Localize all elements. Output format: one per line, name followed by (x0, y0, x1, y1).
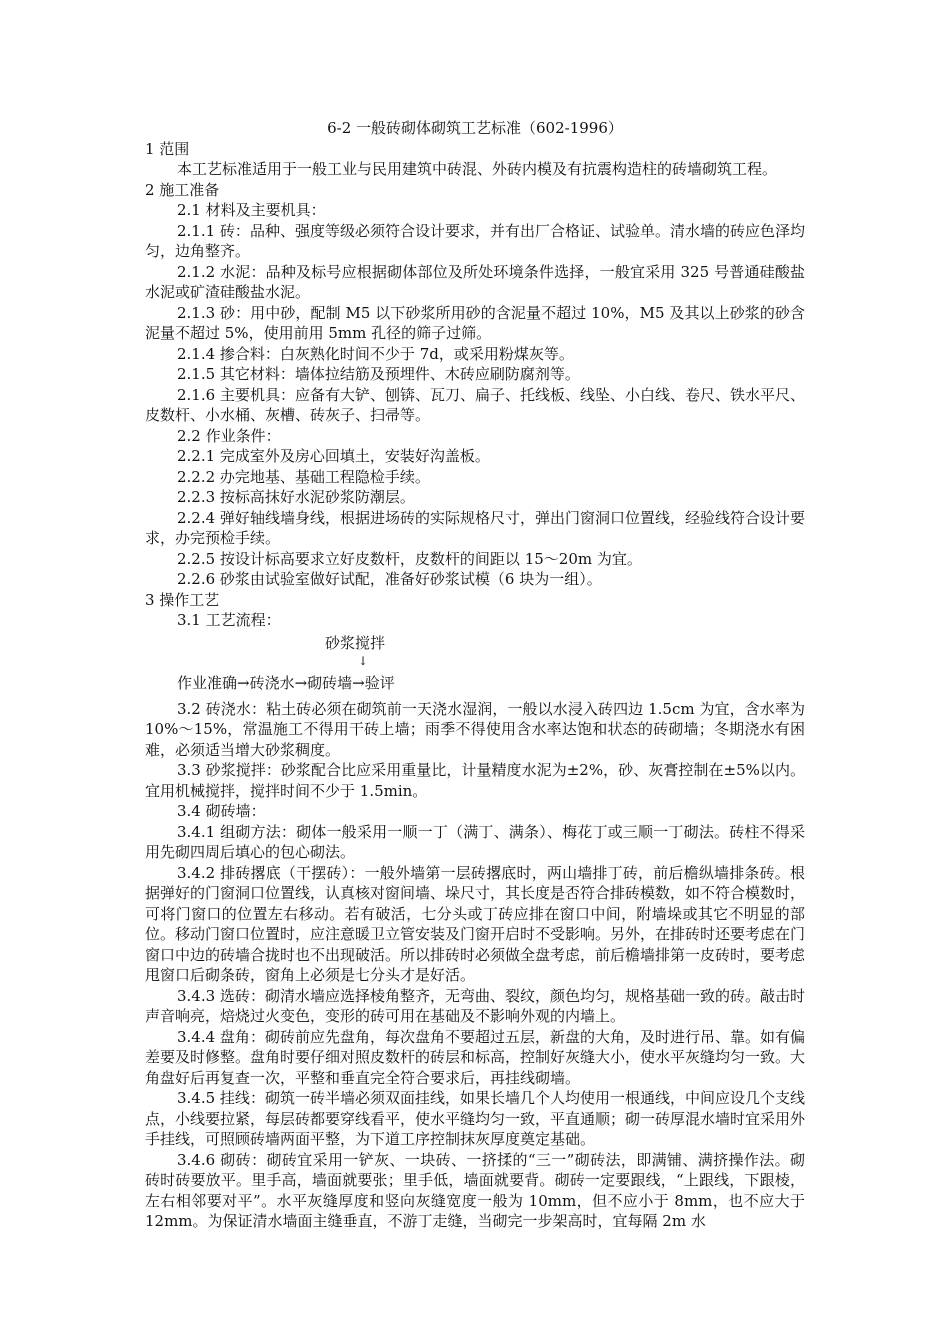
process-flow (145, 631, 805, 695)
paragraph: 2.1.4 掺合料：白灰熟化时间不少于 7d，或采用粉煤灰等。 (177, 344, 574, 363)
paragraph: 3.4.1 组砌方法：砌体一般采用一顺一丁（满丁、满条）、梅花丁或三顺一丁砌法。砖柱不得采用先砌四周后填心的包心砌法。 (145, 822, 805, 861)
paragraph: 2.2.1 完成室外及房心回填土，安装好沟盖板。 (177, 447, 490, 465)
paragraph: 2.1.3 砂：用中砂，配制 M5 以下砂浆所用砂的含泥量不超过 10%，M5 及其以上砂浆的砂含泥量不超过 5%，使用前用 5mm 孔径的筛子过筛。 (145, 303, 805, 342)
paragraph: 2.2 作业条件： (177, 426, 281, 445)
paragraph: 1 范围 (145, 139, 190, 158)
paragraph: 2.1 材料及主要机具： (177, 201, 326, 219)
paragraph: 2.2.4 弹好轴线墙身线，根据进场砖的实际规格尺寸，弹出门窗洞口位置线，经验线符合设计要求，办完预检手续。 (145, 508, 805, 547)
paragraph: 3.1 工艺流程： (177, 611, 281, 629)
down-arrow-icon: ↓ (358, 653, 369, 668)
paragraph: 本工艺标准适用于一般工业与民用建筑中砖混、外砖内模及有抗震构造柱的砖墙砌筑工程。 (177, 160, 778, 178)
paragraph: 2.2.3 按标高抹好水泥砂浆防潮层。 (177, 488, 415, 506)
paragraph: 3.3 砂浆搅拌：砂浆配合比应采用重量比，计量精度水泥为±2%，砂、灰膏控制在±5%以内。宜用机械搅拌，搅拌时间不少于 1.5min。 (145, 761, 805, 800)
paragraph: 2.1.6 主要机具：应备有大铲、刨锛、瓦刀、扁子、托线板、线坠、小白线、卷尺、铁水平尺、皮数杆、小水桶、灰槽、砖灰子、扫帚等。 (145, 385, 805, 424)
paragraph: 3.4.3 选砖：砌清水墙应选择棱角整齐，无弯曲、裂纹，颜色均匀，规格基础一致的砖。敲击时声音响亮，焙烧过火变色，变形的砖可用在基础及不影响外观的内墙上。 (145, 986, 805, 1025)
flow-top-step: 砂浆搅拌 (325, 633, 386, 652)
paragraph: 3.4.5 挂线：砌筑一砖半墙必须双面挂线，如果长墙几个人均使用一根通线，中间应设几个支线点，小线要拉紧，每层砖都要穿线看平，使水平缝均匀一致，平直通顺；砌一砖厚混水墙时宜采用外手挂线，可照顾砖墙两面平整，为下道工序控制抹灰厚度奠定基础。 (145, 1089, 806, 1148)
flow-main-line: 作业准确→砖浇水→砌砖墙→验评 (177, 673, 395, 692)
paragraph: 3.2 砖浇水：粘土砖必须在砌筑前一天浇水湿润，一般以水浸入砖四边 1.5cm 为宜，含水率为 10%～15%，常温施工不得用干砖上墙；雨季不得使用含水率达饱和状态的砖砌墙；冬期浇水有困难，必须适当增大砂浆稠度。 (145, 699, 805, 759)
paragraph: 2.2.2 办完地基、基础工程隐检手续。 (177, 467, 430, 486)
paragraph: 2.1.1 砖：品种、强度等级必须符合设计要求，并有出厂合格证、试验单。清水墙的砖应色泽均匀，边角整齐。 (145, 221, 805, 260)
paragraph: 3.4.6 砌砖：砌砖宜采用一铲灰、一块砖、一挤揉的“三一”砌砖法，即满铺、满挤操作法。砌砖时砖要放平。里手高，墙面就要张；里手低，墙面就要背。砌砖一定要跟线，“上跟线，下跟棱，左右相邻要对平”。水平灰缝厚度和竖向灰缝宽度一般为 10mm，但不应小于 8mm，也不应大于 12mm。为保证清水墙面主缝垂直，不游丁走缝，当砌完一步架高时，宜每隔 2m 水 (145, 1150, 805, 1230)
paragraph: 3.4.2 排砖撂底（干摆砖）：一般外墙第一层砖撂底时，两山墙排丁砖，前后檐纵墙排条砖。根据弹好的门窗洞口位置线，认真核对窗间墙、垛尺寸，其长度是否符合排砖模数，如不符合模数时，可将门窗口的位置左右移动。若有破活，七分头或丁砖应排在窗口中间，附墙垛或其它不明显的部位。移动门窗口位置时，应注意暖卫立管安装及门窗开启时不受影响。另外，在排砖时还要考虑在门窗口中边的砖墙合拢时也不出现破活。所以排砖时必须做全盘考虑，前后檐墙排第一皮砖时，要考虑甩窗口后砌条砖，窗角上必须是七分头才是好活。 (145, 863, 806, 984)
paragraph: 2.2.5 按设计标高要求立好皮数杆，皮数杆的间距以 15～20m 为宜。 (177, 549, 642, 568)
paragraph: 3.4 砌砖墙： (177, 802, 266, 820)
document-body (145, 118, 805, 1232)
paragraph: 2 施工准备 (145, 180, 220, 199)
paragraph: 2.1.5 其它材料：墙体拉结筋及预埋件、木砖应刷防腐剂等。 (177, 365, 580, 383)
section-list (145, 139, 805, 631)
paragraph: 2.2.6 砂浆由试验室做好试配，准备好砂浆试模（6 块为一组）。 (177, 570, 602, 588)
paragraph: 2.1.2 水泥：品种及标号应根据砌体部位及所处环境条件选择，一般宜采用 325 号普通硅酸盐水泥或矿渣硅酸盐水泥。 (145, 262, 805, 301)
document-title: 6-2 一般砖砌体砌筑工艺标准（602-1996） (327, 119, 623, 137)
section-list-continued (145, 699, 805, 1232)
paragraph: 3 操作工艺 (145, 590, 220, 609)
paragraph: 3.4.4 盘角：砌砖前应先盘角，每次盘角不要超过五层，新盘的大角，及时进行吊、靠。如有偏差要及时修整。盘角时要仔细对照皮数杆的砖层和标高，控制好灰缝大小，使水平灰缝均匀一致。大角盘好后再复查一次，平整和垂直完全符合要求后，再挂线砌墙。 (145, 1027, 806, 1087)
